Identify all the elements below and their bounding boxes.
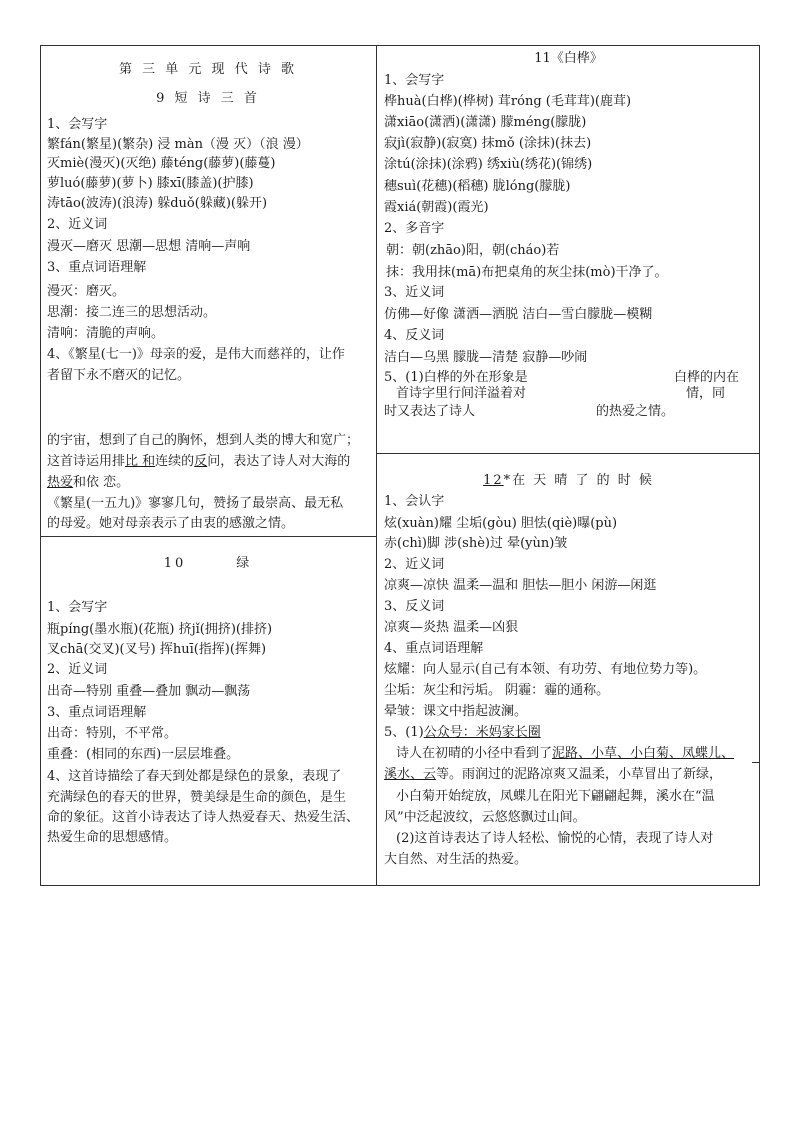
word-line: 繁fán(繁星)(繁杂) 浸 màn（漫 灭）（浪 漫） xyxy=(47,137,309,152)
term-line: 晕皱：课文中指起波澜。 xyxy=(384,704,528,719)
analysis-line: 的热爱之情。 xyxy=(596,404,675,419)
analysis-line: 大自然、对生活的热爱。 xyxy=(384,852,528,867)
analysis-line xyxy=(396,746,734,762)
word-line: 寂jì(寂静)(寂寞) 抹mǒ (涂抹)(抹去) xyxy=(384,136,592,151)
text-span: 等。雨润过的泥路凉爽又温柔，小草冒出了新绿， xyxy=(436,767,723,782)
analysis-line: 小白菊开始绽放，凤蝶儿在阳光下翩翩起舞，溪水在“温 xyxy=(396,789,715,804)
polyphone-line: 抹：我用抹(mā)布把桌角的灰尘抹(mò)干净了。 xyxy=(386,265,668,280)
lesson11-title: 11《白桦》 xyxy=(534,51,603,66)
analysis-line: 充满绿色的春天的世界，赞美绿是生命的颜色，是生 xyxy=(47,790,347,805)
underlined-text: 比 和 xyxy=(125,454,156,469)
word-line: 炫(xuàn)耀 尘垢(gòu) 胆怯(qiè)曝(pù) xyxy=(384,516,618,531)
word-line: 涛tāo(波涛)(浪涛) 躲duǒ(躲藏)(躲开) xyxy=(47,196,268,211)
unit-title: 第 三 单 元 现 代 诗 歌 xyxy=(119,62,297,77)
underlined-text: 反 xyxy=(194,454,208,469)
lesson12-cell xyxy=(377,454,760,886)
text-span: 诗人在初晴的小径中看到了 xyxy=(396,746,553,761)
analysis-line: 白桦的内在 xyxy=(674,370,740,385)
word-line: 萝luó(藤萝)(萝卜) 膝xī(膝盖)(护膝) xyxy=(47,176,254,191)
lesson12-title-text: *在 天 晴 了 的 时 候 xyxy=(503,473,654,488)
lesson9-title: 9 短 诗 三 首 xyxy=(156,91,260,106)
text-span: 问，表达了诗人对大海的 xyxy=(207,454,351,469)
term-line: 漫灭：磨灭。 xyxy=(47,284,126,299)
analysis-line: 4、《繁星(七一)》母亲的爱，是伟大而慈祥的，让作 xyxy=(47,347,345,362)
section-heading: 2、近义词 xyxy=(47,217,108,232)
term-line: 思潮：接二连三的思想活动。 xyxy=(47,305,217,320)
analysis-line xyxy=(384,725,541,741)
word-line: 潇xiāo(潇洒)(潇潇) 朦méng(朦胧) xyxy=(384,115,587,130)
analysis-line: 《繁星(一五九)》寥寥几句，赞扬了最崇高、最无私 xyxy=(47,496,344,511)
analysis-line xyxy=(47,475,129,491)
text-span: 和依 恋。 xyxy=(73,475,130,490)
polyphone-line: 朝：朝(zhāo)阳，朝(cháo)若 xyxy=(386,243,560,258)
term-line: 清响：清脆的声响。 xyxy=(47,326,165,341)
lesson11-cell xyxy=(377,45,760,453)
lesson10-title: 10 绿 xyxy=(163,556,253,571)
text-span: 这首诗运用排 xyxy=(47,454,126,469)
lesson12-number: 12 xyxy=(483,473,504,488)
word-line: 穗suì(花穗)(稻穗) 胧lóng(朦胧) xyxy=(384,179,571,194)
section-heading: 1、会写字 xyxy=(384,73,445,88)
analysis-line: 者留下永不磨灭的记忆。 xyxy=(47,368,191,383)
underlined-text: 热爱 xyxy=(47,475,74,490)
underlined-text: 公众号：米妈家长圈 xyxy=(423,725,541,740)
text-span: 5、(1) xyxy=(384,725,424,740)
lesson12-title xyxy=(377,473,760,489)
analysis-line: 热爱生命的思想感情。 xyxy=(47,830,178,845)
antonym-line: 凉爽—炎热 温柔—凶狠 xyxy=(384,620,519,635)
word-line: 桦huà(白桦)(桦树) 茸róng (毛茸茸)(鹿茸) xyxy=(384,94,632,109)
lesson10-cell xyxy=(40,537,376,886)
analysis-line xyxy=(47,454,350,470)
analysis-line xyxy=(384,767,722,783)
analysis-line: 的母爱。她对母亲表示了由衷的感激之情。 xyxy=(47,516,295,531)
section-heading: 1、会写字 xyxy=(47,117,108,132)
word-line: 瓶píng(墨水瓶)(花瓶) 挤jǐ(拥挤)(排挤) xyxy=(47,622,273,637)
word-line: 叉chā(交叉)(叉号) 挥huī(指挥)(挥舞) xyxy=(47,642,267,657)
section-heading: 1、会认字 xyxy=(384,494,445,509)
analysis-line: 时又表达了诗人 xyxy=(384,404,476,419)
section-heading: 3、重点词语理解 xyxy=(47,260,147,275)
section-heading: 3、反义词 xyxy=(384,599,445,614)
section-heading: 3、重点词语理解 xyxy=(47,705,147,720)
underlined-text: 泥路、小草、小白菊、凤蝶儿、 xyxy=(552,746,735,761)
section-heading: 4、重点词语理解 xyxy=(384,641,484,656)
analysis-line: 的宇宙，想到了自己的胸怀，想到人类的博大和宽广； xyxy=(47,433,360,448)
term-line: 炫耀：向人显示(自己有本领、有功劳、有地位势力等)。 xyxy=(384,662,707,677)
analysis-line: 4、这首诗描绘了春天到处都是绿色的景象，表现了 xyxy=(47,769,342,784)
section-heading: 4、反义词 xyxy=(384,328,445,343)
synonym-line: 出奇—特别 重叠—叠加 飘动—飘荡 xyxy=(47,684,251,699)
synonym-line: 漫灭—磨灭 思潮—思想 清响—声响 xyxy=(47,239,251,254)
underlined-text: 溪水、云 xyxy=(384,767,437,782)
word-line: 灭miè(漫灭)(灭绝) 藤téng(藤萝)(藤蔓) xyxy=(47,156,276,171)
antonym-line: 洁白—乌黑 朦胧—清楚 寂静—吵闹 xyxy=(384,350,588,365)
analysis-line: 5、(1)白桦的外在形象是 xyxy=(384,370,528,385)
term-line: 尘垢：灰尘和污垢。 阴霾：霾的通称。 xyxy=(384,683,610,698)
section-heading: 2、多音字 xyxy=(384,221,445,236)
word-line: 霞xiá(朝霞)(霞光) xyxy=(384,200,489,215)
analysis-line: 情，同 xyxy=(686,386,726,401)
word-line: 赤(chì)脚 涉(shè)过 晕(yùn)皱 xyxy=(384,536,568,551)
synonym-line: 仿佛—好像 潇洒—洒脱 洁白—雪白朦胧—模糊 xyxy=(384,307,653,322)
section-heading: 1、会写字 xyxy=(47,600,108,615)
section-heading: 2、近义词 xyxy=(384,557,445,572)
analysis-line: 命的象征。这首小诗表达了诗人热爱春天、热爱生活、 xyxy=(47,810,360,825)
analysis-line: 风”中泛起波纹，云悠悠飘过山间。 xyxy=(384,810,586,825)
term-line: 出奇：特别，不平常。 xyxy=(47,726,178,741)
section-heading: 2、近义词 xyxy=(47,662,108,677)
analysis-line: 首诗字里行间洋溢着对 xyxy=(396,386,527,401)
synonym-line: 凉爽—凉快 温柔—温和 胆怯—胆小 闲游—闲逛 xyxy=(384,578,657,593)
term-line: 重叠：(相同的东西)一层层堆叠。 xyxy=(47,747,240,762)
unit3-lesson9-cell xyxy=(40,45,376,536)
text-span: 连续的 xyxy=(155,454,195,469)
word-line: 涂tú(涂抹)(涂鸦) 绣xiù(绣花)(锦绣) xyxy=(384,157,593,172)
analysis-line: (2)这首诗表达了诗人轻松、愉悦的心情，表现了诗人对 xyxy=(396,831,714,846)
section-heading: 3、近义词 xyxy=(384,285,445,300)
